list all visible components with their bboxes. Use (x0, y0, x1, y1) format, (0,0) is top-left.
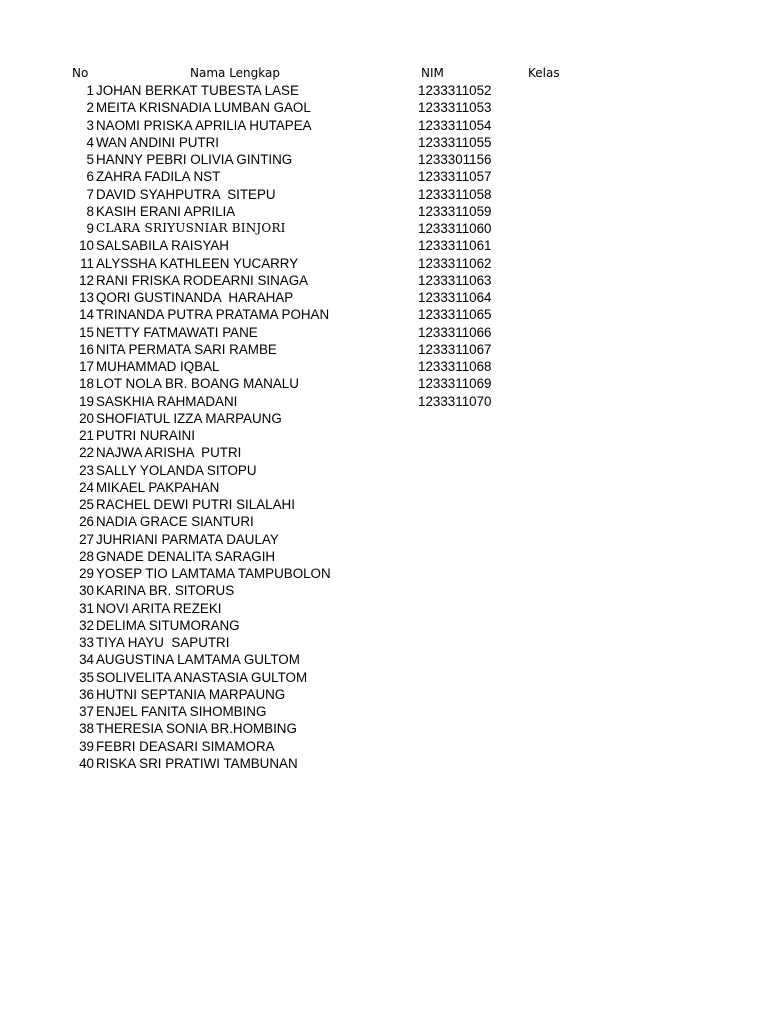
row-number: 17 (79, 359, 94, 374)
student-name: RANI FRISKA RODEARNI SINAGA (96, 272, 309, 288)
student-name: YOSEP TIO LAMTAMA TAMPUBOLON (96, 566, 331, 581)
student-nim: 1233311069 (418, 376, 492, 392)
table-row (0, 669, 768, 686)
table-row (0, 237, 768, 254)
student-name: TRINANDA PUTRA PRATAMA POHAN (96, 307, 330, 323)
student-name: NITA PERMATA SARI RAMBE (96, 341, 277, 357)
table-row (0, 186, 768, 203)
table-row (0, 306, 768, 323)
row-number: 5 (86, 152, 94, 167)
student-name: THERESIA SONIA BR.HOMBING (96, 721, 297, 737)
student-nim: 1233311052 (418, 83, 492, 98)
table-row (0, 272, 768, 289)
row-number: 32 (79, 617, 94, 633)
student-nim: 1233311054 (418, 117, 492, 133)
row-number: 26 (79, 514, 94, 530)
table-row (0, 203, 768, 220)
student-name: ALYSSHA KATHLEEN YUCARRY (96, 255, 299, 271)
row-number: 10 (79, 238, 94, 254)
table-row (0, 99, 768, 116)
row-number: 19 (79, 393, 94, 409)
table-row (0, 134, 768, 151)
row-number: 24 (79, 479, 94, 495)
row-number: 16 (79, 341, 94, 357)
table-row (0, 117, 768, 134)
table-row (0, 582, 768, 599)
student-name: ZAHRA FADILA NST (96, 169, 221, 185)
row-number: 28 (79, 548, 94, 564)
header-nim: NIM (421, 66, 444, 80)
student-name: JUHRIANI PARMATA DAULAY (96, 531, 279, 547)
student-nim: 1233311061 (418, 238, 492, 254)
student-name: FEBRI DEASARI SIMAMORA (96, 738, 275, 754)
table-row (0, 531, 768, 548)
row-number: 37 (79, 704, 94, 719)
table-row (0, 151, 768, 168)
student-name: MUHAMMAD IQBAL (96, 359, 220, 374)
table-row (0, 168, 768, 185)
row-number: 11 (80, 255, 94, 271)
row-number: 38 (79, 721, 94, 737)
row-number: 35 (79, 669, 94, 685)
student-name: SALSABILA RAISYAH (96, 238, 229, 254)
row-number: 6 (86, 169, 94, 185)
student-name: DELIMA SITUMORANG (96, 617, 240, 633)
student-nim: 1233311053 (418, 100, 492, 116)
student-name: SOLIVELITA ANASTASIA GULTOM (96, 669, 308, 685)
table-row (0, 513, 768, 530)
table-row (0, 82, 768, 99)
row-number: 34 (79, 652, 94, 668)
table-row (0, 738, 768, 755)
table-row (0, 462, 768, 479)
student-nim: 1233311067 (418, 341, 492, 357)
student-nim: 1233311063 (418, 272, 492, 288)
row-number: 15 (79, 324, 94, 340)
row-number: 13 (79, 290, 94, 305)
student-name: NAOMI PRISKA APRILIA HUTAPEA (96, 117, 312, 133)
student-name: KASIH ERANI APRILIA (96, 203, 236, 219)
table-row (0, 375, 768, 392)
table-row (0, 479, 768, 496)
row-number: 20 (79, 410, 94, 426)
table-row (0, 720, 768, 737)
table-row (0, 703, 768, 720)
row-number: 9 (86, 221, 94, 236)
row-number: 3 (86, 117, 94, 133)
table-row (0, 358, 768, 375)
student-name: DAVID SYAHPUTRA SITEPU (96, 186, 276, 202)
student-name: MEITA KRISNADIA LUMBAN GAOL (96, 100, 311, 116)
student-name: NOVI ARITA REZEKI (96, 600, 222, 616)
header-kelas: Kelas (528, 66, 560, 80)
student-nim: 1233311060 (418, 221, 492, 236)
row-number: 8 (86, 203, 94, 219)
student-name: WAN ANDINI PUTRI (96, 134, 219, 150)
row-number: 4 (86, 134, 94, 150)
student-name: TIYA HAYU SAPUTRI (96, 635, 230, 650)
table-row (0, 565, 768, 582)
row-number: 18 (79, 376, 94, 392)
student-name: AUGUSTINA LAMTAMA GULTOM (96, 652, 300, 668)
table-row (0, 617, 768, 634)
row-number: 7 (86, 186, 94, 202)
student-name: LOT NOLA BR. BOANG MANALU (96, 376, 299, 392)
student-nim: 1233311058 (418, 186, 492, 202)
row-number: 2 (86, 100, 94, 116)
table-row (0, 651, 768, 668)
table-row (0, 341, 768, 358)
student-nim: 1233311057 (418, 169, 492, 185)
row-number: 33 (79, 635, 94, 650)
table-row (0, 634, 768, 651)
table-row (0, 410, 768, 427)
row-number: 29 (79, 566, 94, 581)
student-name: SALLY YOLANDA SITOPU (96, 462, 257, 478)
row-number: 27 (79, 531, 94, 547)
table-row (0, 686, 768, 703)
row-number: 14 (79, 307, 94, 323)
table-row (0, 755, 768, 772)
student-name: NETTY FATMAWATI PANE (96, 324, 258, 340)
row-number: 21 (79, 428, 94, 443)
student-name: NAJWA ARISHA PUTRI (96, 445, 242, 461)
table-row (0, 255, 768, 272)
student-rows (0, 82, 768, 772)
student-name: QORI GUSTINANDA HARAHAP (96, 290, 294, 305)
student-name: JOHAN BERKAT TUBESTA LASE (96, 83, 299, 98)
student-name: SASKHIA RAHMADANI (96, 393, 238, 409)
student-nim: 1233311066 (418, 324, 492, 340)
row-number: 36 (79, 686, 94, 702)
row-number: 12 (79, 272, 94, 288)
table-row (0, 324, 768, 341)
student-nim: 1233311065 (418, 307, 492, 323)
student-name: HUTNI SEPTANIA MARPAUNG (96, 686, 286, 702)
table-row (0, 444, 768, 461)
table-row (0, 548, 768, 565)
header-nama-lengkap: Nama Lengkap (190, 66, 280, 80)
student-nim: 1233311059 (418, 203, 492, 219)
student-name: HANNY PEBRI OLIVIA GINTING (96, 152, 293, 167)
table-header (0, 66, 768, 82)
student-name: KARINA BR. SITORUS (96, 583, 235, 599)
row-number: 39 (79, 738, 94, 754)
student-nim: 1233311062 (418, 255, 492, 271)
student-nim: 1233311055 (418, 134, 492, 150)
student-name: CLARA SRIYUSNIAR BINJORI (96, 221, 286, 235)
row-number: 23 (79, 462, 94, 478)
row-number: 1 (86, 83, 94, 98)
row-number: 40 (79, 755, 94, 771)
table-row (0, 496, 768, 513)
header-no: No (72, 66, 89, 80)
row-number: 30 (79, 583, 94, 599)
table-row (0, 220, 768, 237)
table-row (0, 393, 768, 410)
student-name: NADIA GRACE SIANTURI (96, 514, 254, 530)
student-name: MIKAEL PAKPAHAN (96, 479, 220, 495)
student-nim: 1233311070 (418, 393, 492, 409)
student-name: SHOFIATUL IZZA MARPAUNG (96, 410, 282, 426)
student-name: ENJEL FANITA SIHOMBING (96, 704, 267, 719)
student-nim: 1233301156 (418, 152, 492, 167)
student-nim: 1233311068 (418, 359, 492, 374)
table-row (0, 289, 768, 306)
student-name: RACHEL DEWI PUTRI SILALAHI (96, 497, 295, 512)
student-name: RISKA SRI PRATIWI TAMBUNAN (96, 755, 298, 771)
student-name: PUTRI NURAINI (96, 428, 195, 443)
table-row (0, 600, 768, 617)
student-nim: 1233311064 (418, 290, 492, 305)
row-number: 22 (79, 445, 94, 461)
student-name: GNADE DENALITA SARAGIH (96, 548, 276, 564)
row-number: 31 (79, 600, 94, 616)
row-number: 25 (79, 497, 94, 512)
table-row (0, 427, 768, 444)
